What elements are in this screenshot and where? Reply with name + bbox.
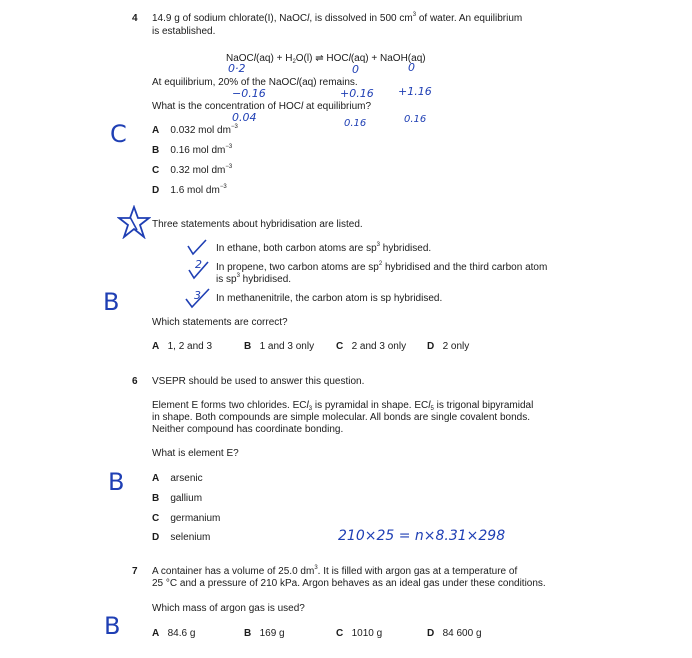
option-c[interactable]: C 2 and 3 only [336, 341, 407, 352]
question-number: 4 [132, 13, 138, 24]
option-b[interactable]: B 1 and 3 only [244, 341, 315, 352]
handwritten-note: 0.16 [344, 118, 367, 129]
statement-3: In methanenitrile, the carbon atom is sp hybridised. [216, 293, 443, 304]
question-text: Which mass of argon gas is used? [152, 603, 305, 614]
option-c[interactable]: C germanium [152, 513, 221, 524]
question-stem: Element E forms two chlorides. ECl$_3$ is pyramidal in shape. ECl$_5$ is trigonal bipyramidal [152, 400, 534, 412]
question-stem: A container has a volume of 25.0 $dm^3$. It is filled with argon gas at a temperature of [152, 565, 518, 577]
check-mark-icon [186, 238, 208, 256]
equilibrium-info: At equilibrium, 20% of the NaOCl(aq) remains. [152, 77, 358, 88]
check-mark-icon [186, 260, 210, 280]
handwritten-note: 0.04 [232, 111, 257, 124]
option-a[interactable]: A 0.032 mol $dm^{-3}$ [152, 124, 238, 136]
option-c[interactable]: C 1010 g [336, 628, 383, 639]
question-text: What is the concentration of HOCl at equilibrium? [152, 101, 372, 112]
handwritten-note: 0 [352, 63, 359, 76]
question-intro: Three statements about hybridisation are listed. [152, 219, 363, 230]
option-d[interactable]: D selenium [152, 532, 211, 543]
question-stem: 14.9 g of sodium chlorate(I), NaOCl, is dissolved in 500 $cm^3$ of water. An equilibrium [152, 12, 523, 24]
handwritten-note: +0.16 [340, 87, 374, 100]
question-stem-line3: Neither compound has coordinate bonding. [152, 424, 344, 435]
handwritten-note: 0 [408, 61, 415, 74]
option-b[interactable]: B 169 g [244, 628, 285, 639]
question-intro: VSEPR should be used to answer this question. [152, 376, 365, 387]
handwritten-answer: C [110, 120, 127, 148]
option-a[interactable]: A 1, 2 and 3 [152, 341, 213, 352]
handwritten-note: 3 [194, 289, 201, 302]
question-text: What is element E? [152, 448, 239, 459]
statement-2: In propene, two carbon atoms are $sp^2$ hybridised and the third carbon atom [216, 261, 548, 273]
question-stem-line2: in shape. Both compounds are simple molecular. All bonds are single covalent bonds. [152, 412, 531, 423]
statement-2-line2: is $sp^3$ hybridised. [216, 273, 292, 285]
option-b[interactable]: B gallium [152, 493, 203, 504]
handwritten-answer: B [108, 468, 125, 496]
equilibrium-equation: NaOCl(aq) + $H_2O(l)$ ⇌ HOCl(aq) + NaOH(aq) [226, 53, 426, 65]
check-mark-icon [183, 287, 211, 309]
option-a[interactable]: A 84.6 g [152, 628, 196, 639]
handwritten-answer: B [103, 288, 120, 316]
option-a[interactable]: A arsenic [152, 473, 203, 484]
option-d[interactable]: D 2 only [427, 341, 470, 352]
handwritten-answer: B [104, 612, 121, 640]
handwritten-calculation: 210×25 = n×8.31×298 [338, 528, 506, 544]
option-b[interactable]: B 0.16 mol $dm^{-3}$ [152, 144, 233, 156]
handwritten-note: −0.16 [232, 87, 266, 100]
question-number: 6 [132, 376, 138, 387]
statement-1: In ethane, both carbon atoms are $sp^3$ hybridised. [216, 242, 432, 254]
option-c[interactable]: C 0.32 mol $dm^{-3}$ [152, 164, 233, 176]
question-stem-line2: is established. [152, 26, 216, 37]
star-mark-icon [117, 205, 151, 239]
option-d[interactable]: D 84 600 g [427, 628, 482, 639]
question-number: 7 [132, 566, 138, 577]
handwritten-note: +1.16 [398, 85, 432, 98]
question-stem-line2: 25 °C and a pressure of 210 kPa. Argon behaves as an ideal gas under these conditions. [152, 578, 546, 589]
handwritten-note: 2 [195, 258, 202, 271]
handwritten-note: 0·2 [228, 62, 246, 75]
question-text: Which statements are correct? [152, 317, 288, 328]
option-d[interactable]: D 1.6 mol $dm^{-3}$ [152, 184, 227, 196]
handwritten-note: 0.16 [404, 114, 427, 125]
